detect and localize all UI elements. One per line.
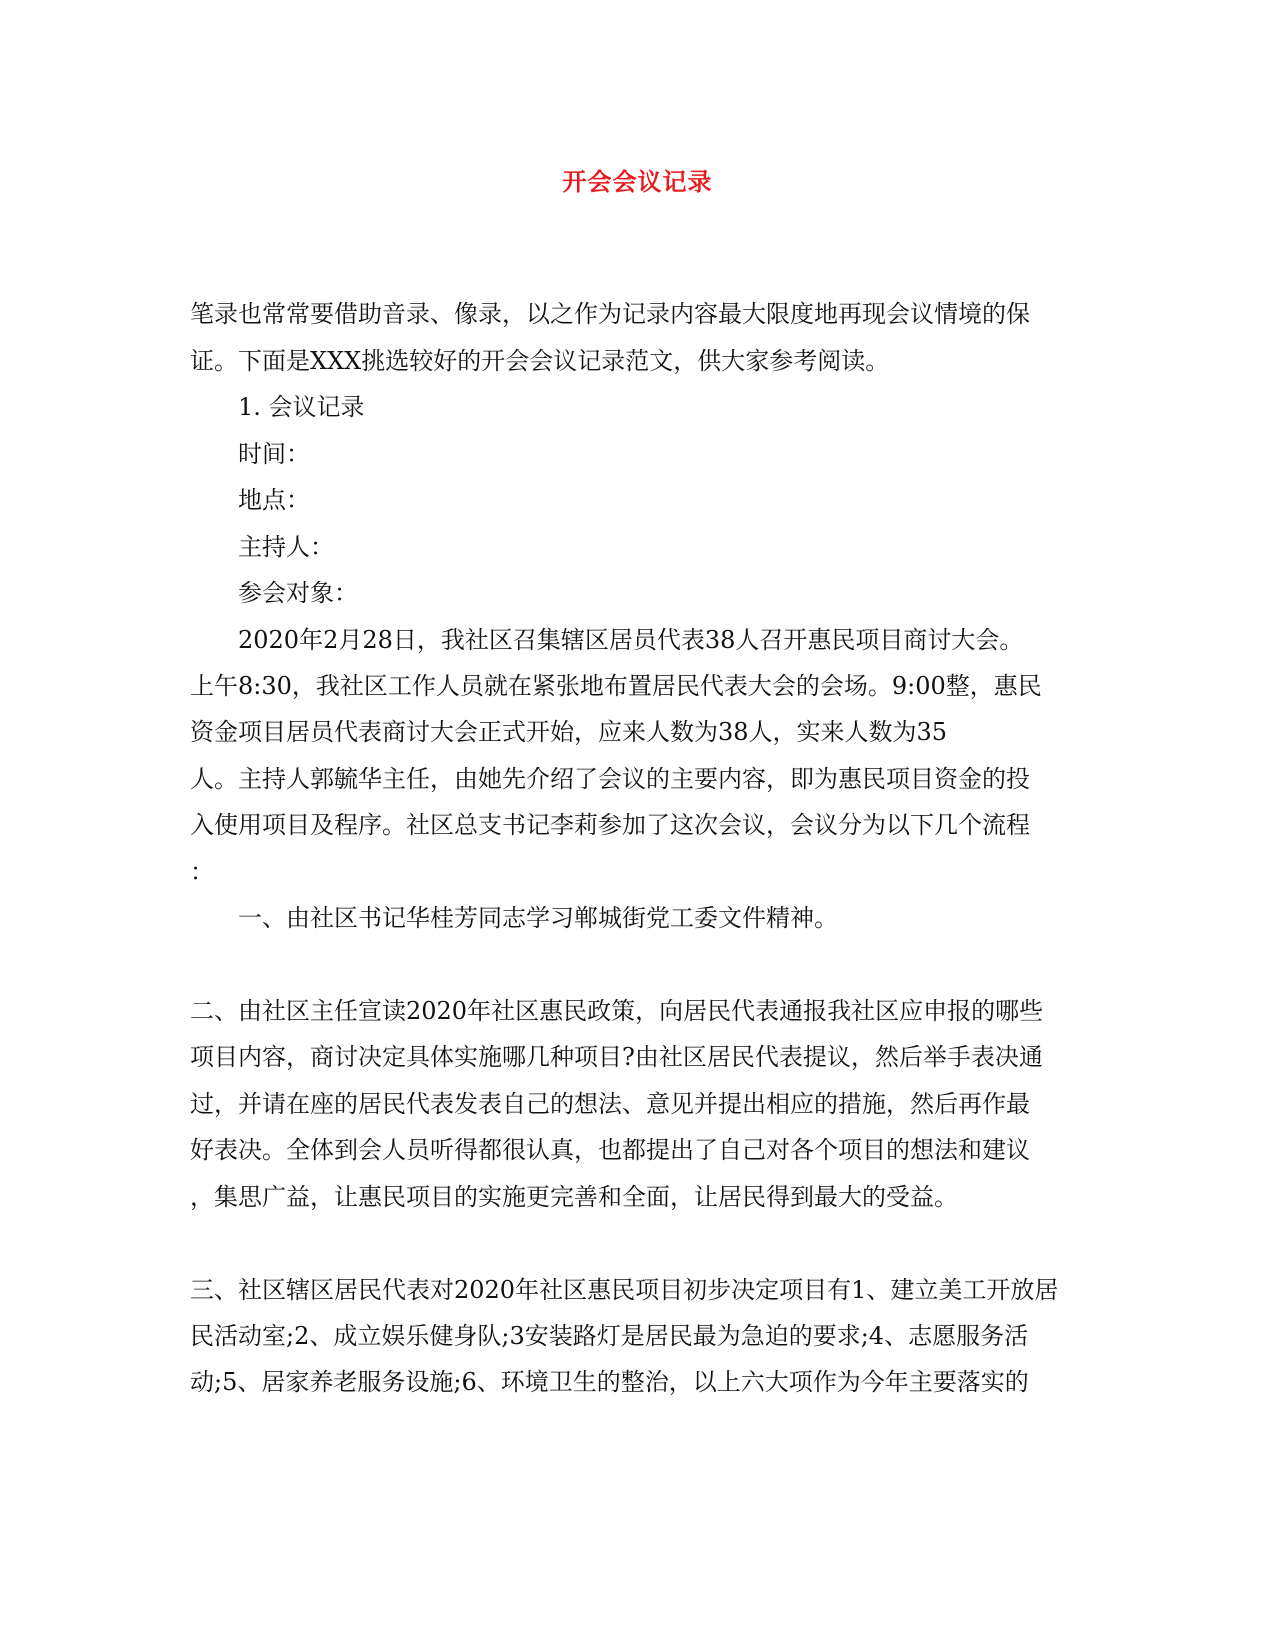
paragraph-line: ：	[190, 858, 214, 886]
paragraph-line: ，集思广益，让惠民项目的实施更完善和全面，让居民得到最大的受益。	[190, 1183, 958, 1211]
paragraph-line: 一、由社区书记华桂芳同志学习郸城街党工委文件精神。	[238, 904, 838, 932]
document-title: 开会会议记录	[562, 167, 713, 196]
paragraph-line: 项目内容，商讨决定具体实施哪几种项目?由社区居民代表提议，然后举手表决通	[190, 1043, 1043, 1071]
paragraph-line: 三、社区辖区居民代表对2020年社区惠民项目初步决定项目有1、建立美工开放居	[190, 1276, 1059, 1304]
paragraph-line: 二、由社区主任宣读2020年社区惠民政策，向居民代表通报我社区应申报的哪些	[190, 997, 1044, 1025]
paragraph-line: 2020年2月28日，我社区召集辖区居员代表38人召开惠民项目商讨大会。	[238, 626, 1024, 654]
paragraph-line: 入使用项目及程序。社区总支书记李莉参加了这次会议，会议分为以下几个流程	[190, 811, 1030, 839]
field-label-host: 主持人：	[238, 533, 334, 561]
paragraph-line: 资金项目居员代表商讨大会正式开始，应来人数为38人，实来人数为35	[190, 718, 948, 746]
paragraph-line: 动;5、居家养老服务设施;6、环境卫生的整治，以上六大项作为今年主要落实的	[190, 1368, 1029, 1396]
paragraph-line: 人。主持人郭毓华主任，由她先介绍了会议的主要内容，即为惠民项目资金的投	[190, 765, 1030, 793]
field-label-time: 时间：	[238, 440, 310, 468]
section-heading: 1. 会议记录	[238, 393, 365, 421]
paragraph-line: 民活动室;2、成立娱乐健身队;3安装路灯是居民最为急迫的要求;4、志愿服务活	[190, 1322, 1029, 1350]
paragraph-line: 过，并请在座的居民代表发表自己的想法、意见并提出相应的措施，然后再作最	[190, 1090, 1030, 1118]
paragraph-line: 笔录也常常要借助音录、像录，以之作为记录内容最大限度地再现会议情境的保	[190, 300, 1030, 328]
paragraph-line: 好表决。全体到会人员听得都很认真，也都提出了自己对各个项目的想法和建议	[190, 1136, 1030, 1164]
paragraph-line: 上午8:30，我社区工作人员就在紧张地布置居民代表大会的会场。9:00整，惠民	[190, 672, 1042, 700]
paragraph-line: 证。下面是XXX挑选较好的开会会议记录范文，供大家参考阅读。	[190, 347, 890, 375]
field-label-attendees: 参会对象：	[238, 579, 358, 607]
field-label-location: 地点：	[238, 486, 310, 514]
